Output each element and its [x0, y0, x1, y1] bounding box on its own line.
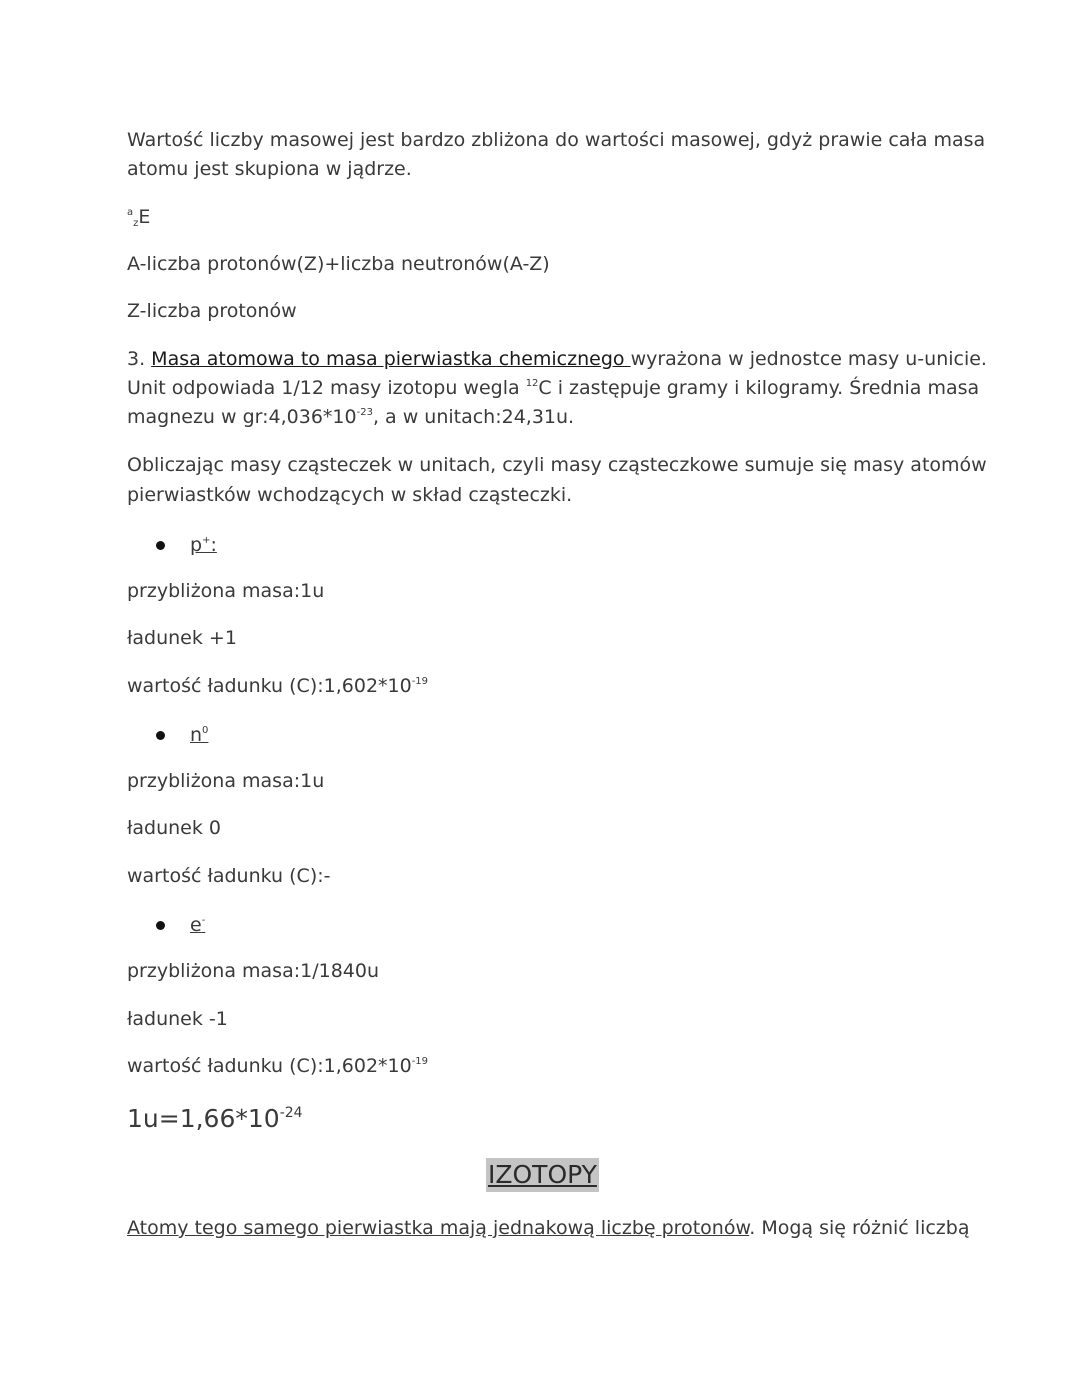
- calc-line-2: pierwiastków wchodzących w skład cząsteczki.: [127, 484, 573, 506]
- bullet-icon: [156, 921, 165, 930]
- section3-line-1: [127, 345, 987, 375]
- section3-number: 3.: [127, 348, 152, 370]
- notation-symbol: E: [138, 206, 151, 228]
- calc-line-1: Obliczając masy cząsteczek w unitach, czyli masy cząsteczkowe sumuje się masy atomów: [127, 454, 987, 476]
- particle-neutron-label: [190, 722, 208, 748]
- proton-charge-value-exp: -19: [411, 676, 429, 687]
- neutron-charge: ładunek 0: [127, 817, 222, 839]
- section3-line-2: [127, 374, 980, 404]
- proton-symbol-sup: +: [202, 535, 211, 546]
- notation-atomic-number: z: [133, 218, 139, 229]
- isotopes-rest: . Mogą się różnić liczbą: [749, 1217, 970, 1239]
- electron-symbol: e: [190, 914, 202, 936]
- bullet-icon: [156, 731, 165, 740]
- electron-charge: ładunek -1: [127, 1008, 228, 1030]
- electron-symbol-sup: -: [201, 915, 206, 926]
- section3-line2-post: C i zastępuje gramy i kilogramy. Średnia masa: [538, 377, 980, 399]
- section3-line2-sup: 12: [525, 378, 539, 389]
- isotopes-line-1: [127, 1214, 970, 1244]
- particle-proton-label: [190, 532, 217, 558]
- electron-charge-value-exp: -19: [411, 1056, 429, 1067]
- particle-electron-label: [190, 912, 205, 938]
- intro-line-2: atomu jest skupiona w jądrze.: [127, 158, 412, 180]
- intro-line-1: Wartość liczby masowej jest bardzo zbliżona do wartości masowej, gdyż prawie cała masa: [127, 129, 986, 151]
- proton-charge-value-text: wartość ładunku (C):1,602*10: [127, 675, 412, 697]
- neutron-symbol-sup: 0: [202, 725, 209, 736]
- unit-equation-text: 1u=1,66*10: [127, 1104, 280, 1133]
- notation-mass-number: a: [127, 207, 134, 218]
- unit-equation: [127, 1103, 303, 1135]
- neutron-charge-value: [127, 862, 953, 892]
- nuclide-notation: [127, 203, 953, 233]
- section3-line3-sup: -23: [356, 407, 373, 418]
- definition-a: A-liczba protonów(Z)+liczba neutronów(A-Z): [127, 253, 550, 275]
- proton-charge-value: [127, 672, 953, 702]
- section3-line1-rest: wyrażona w jednostce masy u-unicie.: [630, 348, 987, 370]
- section-heading-izotopy: IZOTOPY: [486, 1158, 599, 1192]
- section3-line3-post: , a w unitach:24,31u.: [372, 406, 575, 428]
- proton-charge: ładunek +1: [127, 627, 237, 649]
- atomic-mass-link[interactable]: Masa atomowa to masa pierwiastka chemicznego: [151, 348, 631, 370]
- electron-charge-value: [127, 1052, 953, 1082]
- section3-line-3: [127, 403, 953, 433]
- neutron-mass: przybliżona masa:1u: [127, 770, 325, 792]
- electron-charge-value-text: wartość ładunku (C):1,602*10: [127, 1055, 412, 1077]
- isotopes-underlined: Atomy tego samego pierwiastka mają jednakową liczbę protonów: [127, 1217, 750, 1239]
- proton-symbol-suffix: :: [210, 534, 217, 556]
- unit-equation-exp: -24: [279, 1105, 303, 1121]
- definition-z: Z-liczba protonów: [127, 300, 297, 322]
- neutron-symbol: n: [190, 724, 203, 746]
- neutron-charge-value-text: wartość ładunku (C):-: [127, 865, 331, 887]
- electron-mass: przybliżona masa:1/1840u: [127, 960, 380, 982]
- proton-mass: przybliżona masa:1u: [127, 580, 325, 602]
- section3-line3-pre: magnezu w gr:4,036*10: [127, 406, 357, 428]
- bullet-icon: [156, 541, 165, 550]
- proton-symbol: p: [190, 534, 203, 556]
- section3-line2-pre: Unit odpowiada 1/12 masy izotopu wegla: [127, 377, 526, 399]
